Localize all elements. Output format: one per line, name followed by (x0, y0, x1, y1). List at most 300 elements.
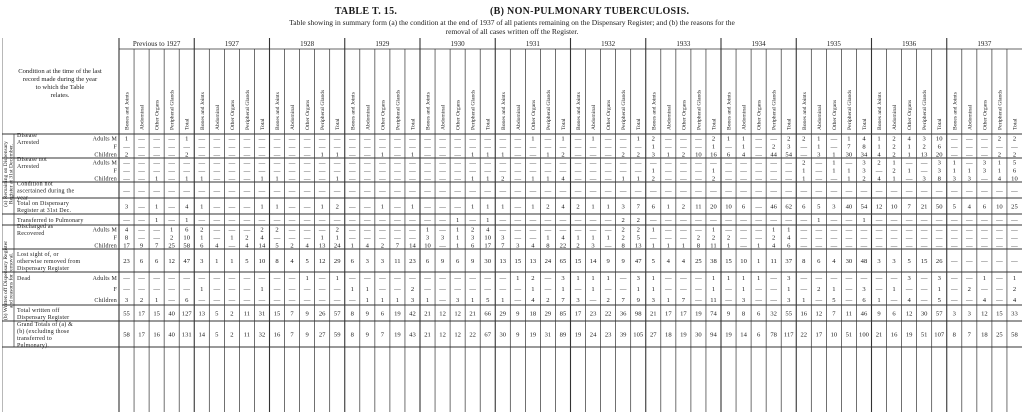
table-cell: 6 (756, 331, 761, 339)
table-cell: — (303, 216, 311, 224)
table-cell: — (364, 143, 371, 151)
table-cell: 24 (589, 331, 597, 339)
table-cell: — (318, 226, 326, 234)
table-cell: — (228, 226, 236, 234)
table-cell: — (981, 143, 988, 151)
table-cell: — (514, 285, 522, 293)
table-cell: — (574, 159, 582, 167)
table-cell: — (364, 167, 371, 175)
table-cell: — (424, 143, 431, 151)
table-cell: — (966, 187, 973, 195)
table-cell: — (890, 296, 898, 304)
table-cell: — (680, 135, 687, 143)
table-cell: — (920, 159, 928, 167)
table-cell: — (966, 135, 973, 143)
table-cell: — (544, 285, 552, 293)
table-cell: — (454, 167, 461, 175)
table-cell: 1 (741, 143, 746, 151)
table-cell: 6 (185, 226, 189, 234)
table-cell: 6 (741, 203, 746, 211)
table-cell: — (981, 257, 988, 265)
table-cell: — (634, 143, 642, 151)
table-cell: 1 (531, 175, 535, 183)
table-cell: 5 (215, 310, 219, 318)
table-cell: — (800, 242, 808, 250)
subcolumn-header: Total (636, 118, 643, 130)
table-cell: 1 (501, 151, 505, 159)
table-cell: — (288, 135, 296, 143)
table-cell: 6 (185, 296, 189, 304)
table-cell: — (123, 167, 130, 175)
table-cell: 94 (710, 331, 717, 339)
table-cell: — (469, 187, 476, 195)
table-cell: — (725, 285, 732, 293)
table-cell: — (364, 175, 371, 183)
table-cell: 17 (123, 242, 130, 250)
table-cell: 9 (305, 331, 309, 339)
table-cell: 12 (905, 310, 913, 318)
table-cell: 9 (726, 310, 731, 318)
table-cell: 3 (591, 242, 595, 250)
table-cell: 1 (666, 296, 670, 304)
table-cell: — (213, 296, 221, 304)
subcolumn-header: Bones and Joints (726, 92, 733, 130)
table-cell: 8 (350, 331, 354, 339)
table-cell: — (228, 175, 236, 183)
subcolumn-header: Total (560, 118, 567, 130)
table-cell: — (168, 175, 175, 183)
table-cell: — (966, 234, 973, 242)
table-cell: 46 (770, 203, 777, 211)
table-cell: 4 (772, 242, 776, 250)
table-cell: 1 (817, 135, 821, 143)
table-cell: — (273, 135, 281, 143)
table-cell: 3 (817, 151, 821, 159)
table-cell: 42 (409, 310, 416, 318)
table-cell: 32 (770, 310, 777, 318)
row-sublabel: Adults M (92, 136, 117, 143)
table-cell: — (755, 187, 762, 195)
table-cell: 7 (501, 242, 505, 250)
table-cell: — (981, 285, 988, 293)
table-cell: — (755, 175, 762, 183)
table-cell: 12 (168, 257, 175, 265)
table-cell: 1 (335, 274, 339, 282)
table-cell: — (529, 234, 537, 242)
table-cell: 4 (561, 175, 565, 183)
table-cell: — (183, 274, 191, 282)
table-cell: — (364, 274, 371, 282)
table-cell: 9 (877, 310, 881, 318)
table-cell: — (1011, 234, 1018, 242)
table-cell: 3 (787, 274, 791, 282)
table-cell: — (680, 285, 687, 293)
table-cell: — (168, 151, 175, 159)
table-cell: — (920, 242, 928, 250)
row-label: Register at 31st Dec. (17, 207, 72, 214)
table-cell: — (966, 242, 973, 250)
table-cell: — (439, 187, 446, 195)
table-cell: — (333, 159, 341, 167)
corner-label: record made during the year (22, 76, 98, 83)
table-cell: 1 (877, 135, 881, 143)
table-cell: 11 (710, 296, 717, 304)
table-cell: 12 (981, 310, 988, 318)
table-cell: 8 (952, 331, 956, 339)
table-cell: — (845, 285, 853, 293)
table-cell: 15 (725, 257, 732, 265)
table-cell: — (379, 234, 386, 242)
table-cell: — (649, 187, 657, 195)
table-cell: 1 (892, 285, 896, 293)
table-cell: — (258, 296, 266, 304)
subcolumn-header: Abdominal (892, 104, 899, 130)
table-cell: — (559, 187, 567, 195)
table-cell: — (966, 143, 973, 151)
table-cell: — (499, 187, 507, 195)
table-cell: — (981, 151, 988, 159)
table-cell: 15 (153, 310, 160, 318)
table-cell: 26 (935, 257, 943, 265)
table-cell: — (981, 242, 988, 250)
table-cell: — (725, 187, 732, 195)
table-cell: 1 (185, 216, 189, 224)
table-cell: — (288, 175, 296, 183)
table-cell: — (168, 274, 175, 282)
table-cell: 5 (215, 331, 219, 339)
table-cell: — (198, 159, 206, 167)
table-cell: — (996, 296, 1003, 304)
table-cell: — (138, 151, 145, 159)
table-cell: 1 (756, 257, 761, 265)
table-cell: 1 (275, 203, 279, 211)
table-cell: 3 (440, 234, 445, 242)
table-cell: — (303, 175, 311, 183)
table-cell: — (288, 159, 296, 167)
row-label: transferred to (17, 335, 52, 342)
table-cell: — (905, 226, 913, 234)
table-cell: 2 (290, 242, 294, 250)
table-cell: 1 (711, 285, 716, 293)
table-cell: — (695, 143, 702, 151)
table-cell: — (469, 135, 476, 143)
table-cell: — (514, 234, 522, 242)
table-cell: 9 (516, 310, 520, 318)
table-cell: 3 (937, 167, 941, 175)
table-cell: — (619, 285, 627, 293)
table-cell: 58 (123, 331, 130, 339)
table-cell: 9 (365, 310, 369, 318)
table-cell: 14 (589, 257, 597, 265)
table-cell: — (755, 167, 762, 175)
subcolumn-header: Peripheral Glands (395, 89, 402, 130)
table-cell: 21 (469, 310, 476, 318)
table-cell: — (785, 167, 793, 175)
table-cell: — (273, 159, 281, 167)
table-cell: 1 (154, 175, 159, 183)
table-cell: 7 (832, 310, 836, 318)
table-cell: 10 (740, 257, 747, 265)
table-cell: 1 (486, 151, 490, 159)
table-cell: 8 (741, 310, 746, 318)
table-cell: 1 (576, 274, 580, 282)
table-cell: — (153, 159, 160, 167)
table-cell: — (153, 167, 160, 175)
table-cell: — (1011, 242, 1018, 250)
table-cell: — (439, 167, 446, 175)
table-cell: — (243, 167, 251, 175)
table-cell: 32 (258, 331, 266, 339)
table-cell: — (935, 234, 943, 242)
table-cell: — (213, 216, 221, 224)
table-cell: — (243, 151, 251, 159)
table-cell: 10 (996, 203, 1003, 211)
table-cell: — (273, 234, 281, 242)
table-cell: — (168, 143, 175, 151)
table-cell: 1 (802, 167, 806, 175)
table-cell: — (348, 151, 356, 159)
table-cell: 1 (380, 296, 385, 304)
table-cell: — (499, 226, 507, 234)
row-label: Recovered (17, 230, 45, 237)
table-cell: 10 (258, 257, 266, 265)
table-cell: — (153, 234, 160, 242)
table-cell: — (755, 159, 762, 167)
table-cell: — (348, 187, 356, 195)
table-cell: — (935, 226, 943, 234)
table-cell: — (213, 167, 221, 175)
table-cell: — (875, 167, 883, 175)
table-cell: — (228, 296, 236, 304)
table-subtitle-line-1: Table showing in summary form (a) the condition at the end of 1937 of all patients remaining on the Dispensary Register; and (b) the reasons for the (289, 18, 735, 27)
period-header: 1931 (525, 40, 540, 48)
table-cell: 2 (892, 167, 896, 175)
table-cell: 1 (200, 234, 204, 242)
table-cell: 17 (665, 310, 672, 318)
table-cell: — (303, 143, 311, 151)
table-cell: 1 (486, 216, 490, 224)
table-cell: — (905, 159, 913, 167)
table-cell: — (168, 159, 175, 167)
table-cell: — (243, 143, 251, 151)
table-cell: 18 (529, 310, 537, 318)
table-cell: 74 (710, 310, 717, 318)
table-cell: — (815, 274, 823, 282)
table-cell: — (379, 143, 386, 151)
table-cell: — (183, 159, 191, 167)
table-header (18, 40, 1018, 130)
table-cell: 3 (124, 203, 129, 211)
table-cell: — (213, 187, 221, 195)
row-sublabel: Children (94, 243, 117, 250)
table-cell: — (198, 296, 206, 304)
subcolumn-header: Total (711, 118, 718, 130)
table-cell: — (379, 135, 386, 143)
table-cell: 48 (860, 257, 868, 265)
table-cell: — (439, 296, 446, 304)
table-cell: 5 (636, 234, 640, 242)
table-cell: 1 (606, 203, 610, 211)
table-cell: — (514, 175, 522, 183)
table-cell: — (439, 151, 446, 159)
table-cell: 1 (651, 226, 655, 234)
table-cell: — (785, 216, 793, 224)
table-cell: 14 (409, 242, 416, 250)
table-cell: — (424, 151, 431, 159)
table-cell: — (695, 159, 702, 167)
table-cell: — (604, 226, 612, 234)
table-cell: — (981, 226, 988, 234)
table-cell: 14 (740, 331, 747, 339)
table-cell: — (574, 187, 582, 195)
table-cell: — (288, 167, 296, 175)
table-cell: 1 (877, 296, 881, 304)
table-cell: — (318, 143, 326, 151)
table-cell: — (755, 296, 762, 304)
table-cell: 3 (501, 234, 505, 242)
table-cell: — (665, 216, 672, 224)
table-cell: 3 (651, 151, 655, 159)
table-cell: — (755, 234, 762, 242)
table-cell: 8 (546, 242, 550, 250)
table-cell: — (950, 296, 958, 304)
table-cell: 7 (681, 296, 686, 304)
table-cell: 105 (633, 331, 644, 339)
table-cell: 1 (711, 274, 716, 282)
table-cell: — (409, 167, 416, 175)
table-cell: 1 (756, 242, 761, 250)
subcolumn-header: Other Organs (681, 99, 688, 130)
subcolumn-header: Bones and Joints (651, 92, 658, 130)
table-cell: — (454, 285, 461, 293)
table-cell: — (634, 159, 642, 167)
subcolumn-header: Other Organs (982, 99, 989, 130)
table-cell: 21 (649, 310, 657, 318)
table-cell: — (213, 151, 221, 159)
table-cell: — (890, 242, 898, 250)
table-cell: 1 (726, 242, 731, 250)
table-cell: 1 (335, 175, 339, 183)
table-cell: — (920, 234, 928, 242)
table-cell: 2 (185, 151, 189, 159)
table-cell: — (318, 274, 326, 282)
table-cell: 1 (305, 274, 309, 282)
table-cell: 2 (1012, 135, 1017, 143)
subcolumn-header: Peripheral Glands (545, 89, 552, 130)
subcolumn-header: Abdominal (816, 104, 823, 130)
table-cell: 30 (695, 331, 702, 339)
table-cell: — (258, 151, 266, 159)
table-cell: — (770, 296, 777, 304)
table-cell: — (183, 143, 191, 151)
table-cell: — (288, 203, 296, 211)
table-cell: 10 (725, 203, 732, 211)
table-cell: — (484, 143, 492, 151)
table-cell: — (755, 226, 762, 234)
table-cell: 5 (832, 296, 836, 304)
table-cell: — (574, 226, 582, 234)
table-cell: — (243, 216, 251, 224)
table-cell: — (348, 296, 356, 304)
table-cell: 2 (546, 296, 550, 304)
table-cell: — (153, 274, 160, 282)
table-cell: 1 (907, 151, 911, 159)
table-cell: 2 (802, 159, 806, 167)
table-cell: — (484, 274, 492, 282)
period-header: 1937 (977, 40, 992, 48)
table-cell: 1 (260, 175, 264, 183)
subcolumn-header: Peripheral Glands (997, 89, 1004, 130)
table-cell: — (258, 187, 266, 195)
subcolumn-header: Total (335, 118, 342, 130)
table-cell: — (996, 234, 1003, 242)
table-cell: — (920, 274, 928, 282)
table-cell: — (273, 216, 281, 224)
table-cell: — (138, 175, 145, 183)
row-label: Total on Dispensary (17, 200, 70, 207)
table-cell: — (213, 203, 221, 211)
table-cell: — (348, 274, 356, 282)
table-cell: — (228, 285, 236, 293)
section-label: (a) Remaining on Dispensary (3, 141, 9, 207)
table-cell: — (725, 159, 732, 167)
table-cell: — (484, 187, 492, 195)
table-cell: — (409, 226, 416, 234)
table-cell: 1 (455, 242, 460, 250)
table-cell: — (665, 274, 672, 282)
table-cell: — (499, 274, 507, 282)
table-cell: — (905, 234, 913, 242)
table-cell: 19 (529, 331, 537, 339)
table-cell: 4 (907, 135, 911, 143)
table-cell: — (153, 187, 160, 195)
table-cell: — (905, 285, 913, 293)
subcolumn-header: Total (861, 118, 868, 130)
table-cell: 6 (862, 296, 866, 304)
table-cell: 2 (922, 143, 926, 151)
row-label: Grand Totals of (a) & (17, 321, 73, 328)
subcolumn-header: Bones and Joints (500, 92, 507, 130)
table-cell: — (138, 159, 145, 167)
subcolumn-header: Bones and Joints (350, 92, 357, 130)
table-cell: — (529, 159, 537, 167)
table-cell: — (529, 167, 537, 175)
table-cell: — (364, 151, 371, 159)
table-cell: — (439, 203, 446, 211)
table-cell: 2 (621, 216, 625, 224)
table-cell: 27 (649, 331, 657, 339)
table-cell: 5 (937, 296, 941, 304)
subcolumn-header: Total (1012, 118, 1019, 130)
table-cell: 1 (516, 274, 520, 282)
table-cell: — (755, 135, 762, 143)
table-cell: 1 (817, 216, 821, 224)
subcolumn-header: Other Organs (907, 99, 914, 130)
period-header: 1935 (826, 40, 841, 48)
table-cell: 1 (802, 175, 806, 183)
table-cell: — (243, 135, 251, 143)
subcolumn-header: Bones and Joints (425, 92, 432, 130)
table-cell: 1 (772, 226, 776, 234)
table-cell: 51 (920, 331, 928, 339)
table-cell: — (303, 296, 311, 304)
table-cell: — (348, 135, 356, 143)
table-cell: — (288, 187, 296, 195)
table-cell: 1 (230, 234, 234, 242)
table-cell: 2 (681, 203, 686, 211)
table-cell: — (394, 151, 401, 159)
subcolumn-header: Peripheral Glands (846, 89, 853, 130)
